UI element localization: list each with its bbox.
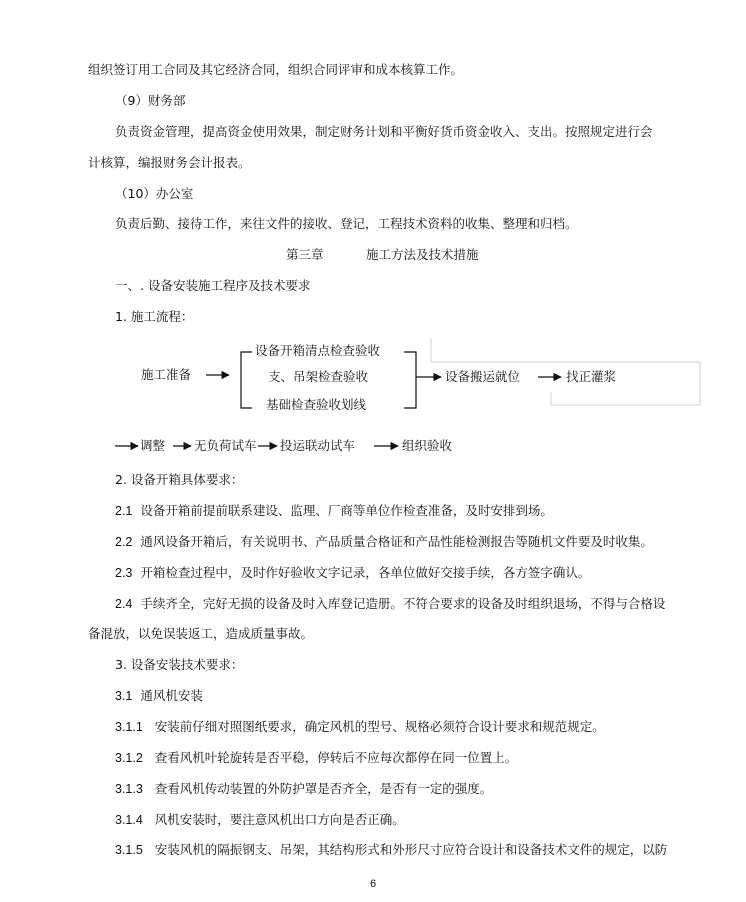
list-item [115,565,590,581]
flow-step: 投运联动试车 [280,438,356,453]
list-item [115,812,405,828]
heading-office: （10）办公室 [115,186,194,201]
item-text: 手续齐全，完好无损的设备及时入库登记造册。不符合要求的设备及时组织退场，不得与合格设 [140,596,666,611]
flow-branch: 设备开箱清点检查验收 [255,343,381,358]
flow-branch: 基础检查验收划线 [266,397,367,412]
list-item [115,719,605,735]
item-number: 3.1.5 [115,843,143,857]
item-number: 3.1.1 [115,720,143,734]
item-text: 通风设备开箱后，有关说明书、产品质量合格证和产品性能检测报告等随机文件要及时收集。 [140,534,653,549]
subsection-heading: 2. 设备开箱具体要求： [115,472,244,487]
flow-step: 调整 [140,438,166,453]
subsection-heading: 1. 施工流程： [115,309,194,324]
item-text: 开箱检查过程中，及时作好验收文字记录，各单位做好交接手续，各方签字确认。 [140,565,591,580]
item-text: 风机安装时，要注意风机出口方向是否正确。 [154,812,405,827]
item-number: 2.3 [115,566,133,580]
flow-step-grouting: 找正灌浆 [566,369,617,384]
item-number: 3.1.2 [115,751,143,765]
chapter-label: 第三章 [286,247,324,262]
subsection-heading [115,688,203,704]
flow-branch: 支、吊架检查验收 [268,369,369,384]
list-item [115,503,553,519]
item-number: 3.1.4 [115,813,143,827]
paragraph: 备混放，以免误装返工，造成质量事故。 [88,626,314,641]
page-number: 6 [369,878,377,890]
right-bracket [404,352,416,408]
item-number: 3.1.3 [115,782,143,796]
item-text: 设备开箱前提前联系建设、监理、厂商等单位作检查准备，及时安排到场。 [140,503,553,518]
item-number: 3.1 [115,689,133,703]
flow-step: 无负荷试车 [194,438,257,453]
item-text: 安装风机的隔振钢支、吊架，其结构形式和外形尺寸应符合设计和设备技术文件的规定，以防 [154,842,668,857]
paragraph: 负责后勤、接待工作，来往文件的接收、登记，工程技术资料的收集、整理和归档。 [115,216,578,231]
flow-step-prepare: 施工准备 [141,367,192,382]
flow-step-transport: 设备搬运就位 [445,369,521,384]
paragraph: 组织签订用工合同及其它经济合同，组织合同评审和成本核算工作。 [88,62,464,77]
list-item [115,534,653,550]
list-item [115,596,665,612]
list-item [115,842,667,858]
item-number: 2.2 [115,535,133,549]
section-heading: 一、. 设备安装施工程序及技术要求 [115,278,311,293]
paragraph: 计核算，编报财务会计报表。 [88,155,251,170]
heading-finance-dept: （9）财务部 [115,93,186,108]
chapter-title: 施工方法及技术措施 [366,247,479,262]
item-text: 安装前仔细对照图纸要求，确定风机的型号、规格必须符合设计要求和规范规定。 [154,719,605,734]
item-text: 查看风机传动装置的外防护罩是否齐全，是否有一定的强度。 [154,781,493,796]
item-text: 通风机安装 [140,688,203,703]
item-number: 2.1 [115,504,133,518]
item-text: 查看风机叶轮旋转是否平稳，停转后不应每次都停在同一位置上。 [154,750,518,765]
list-item [115,781,492,797]
paragraph: 负责资金管理，提高资金使用效果，制定财务计划和平衡好货币资金收入、支出。按照规定进行会 [115,124,653,139]
left-bracket [241,352,252,408]
item-number: 2.4 [115,597,133,611]
flow-step: 组织验收 [402,438,453,453]
subsection-heading: 3. 设备安装技术要求： [115,657,244,672]
list-item [115,750,517,766]
